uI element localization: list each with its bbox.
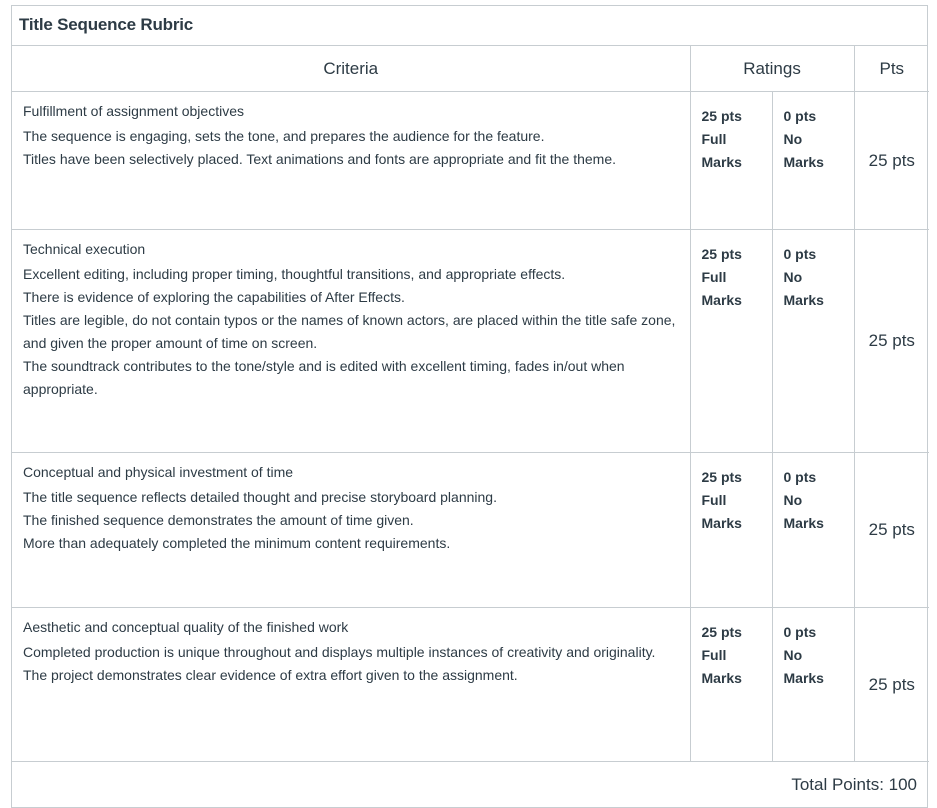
- rating-label: Full: [701, 492, 727, 508]
- criterion-description: [23, 641, 679, 687]
- rating-full-marks[interactable]: [690, 453, 772, 608]
- rating-label: Marks: [701, 154, 742, 170]
- rating-no-marks[interactable]: [772, 92, 854, 230]
- criterion-points: 25 pts: [854, 608, 929, 762]
- criteria-header: Criteria: [12, 46, 690, 92]
- rating-label: Full: [701, 647, 727, 663]
- criterion-row: [12, 230, 929, 453]
- criterion-row: [12, 453, 929, 608]
- rubric-title: Title Sequence Rubric: [12, 6, 927, 46]
- criterion-cell: [12, 230, 690, 453]
- rubric-container: [11, 5, 928, 808]
- criterion-description-line: Titles have been selectively placed. Text animations and fonts are appropriate and fit the theme.: [23, 151, 617, 167]
- criterion-points: 25 pts: [854, 92, 929, 230]
- criterion-description-line: Titles are legible, do not contain typos or the names of known actors, are placed within the title safe zone, and given the proper amount of time on screen.: [23, 312, 676, 351]
- criterion-row: [12, 608, 929, 762]
- rating-full-marks[interactable]: [690, 608, 772, 762]
- criterion-cell: [12, 453, 690, 608]
- rating-label: No: [783, 269, 803, 285]
- criterion-cell: [12, 608, 690, 762]
- criterion-points: 25 pts: [854, 453, 929, 608]
- criterion-description-line: The title sequence reflects detailed thought and precise storyboard planning.: [23, 489, 497, 505]
- rating-label: No: [783, 492, 803, 508]
- criterion-title: Technical execution: [23, 241, 146, 257]
- rating-label: Marks: [701, 670, 742, 686]
- rating-points: 0 pts: [783, 624, 817, 640]
- criterion-description-line: The project demonstrates clear evidence of extra effort given to the assignment.: [23, 667, 518, 683]
- criterion-description-line: The sequence is engaging, sets the tone, and prepares the audience for the feature.: [23, 128, 545, 144]
- criterion-description: [23, 263, 679, 401]
- criterion-description-line: The finished sequence demonstrates the amount of time given.: [23, 512, 414, 528]
- criterion-description-line: More than adequately completed the minimum content requirements.: [23, 535, 451, 551]
- rating-points: 25 pts: [701, 624, 742, 640]
- rubric-footer-row: [12, 762, 929, 808]
- rating-points: 0 pts: [783, 108, 817, 124]
- rating-full-marks[interactable]: [690, 92, 772, 230]
- rating-label: Marks: [783, 670, 824, 686]
- rating-label: Marks: [783, 292, 824, 308]
- rating-points: 25 pts: [701, 246, 742, 262]
- criterion-description: [23, 125, 679, 171]
- criterion-description-line: Excellent editing, including proper timing, thoughtful transitions, and appropriate effects.: [23, 266, 566, 282]
- criterion-row: [12, 92, 929, 230]
- rating-label: No: [783, 131, 803, 147]
- criterion-description-line: There is evidence of exploring the capabilities of After Effects.: [23, 289, 405, 305]
- rating-label: No: [783, 647, 803, 663]
- criterion-description: [23, 486, 679, 555]
- criterion-title: Conceptual and physical investment of time: [23, 464, 294, 480]
- rating-points: 0 pts: [783, 469, 817, 485]
- criterion-points: 25 pts: [854, 230, 929, 453]
- pts-header: Pts: [854, 46, 929, 92]
- criterion-cell: [12, 92, 690, 230]
- rating-no-marks[interactable]: [772, 453, 854, 608]
- rubric-table: [12, 46, 929, 807]
- rating-full-marks[interactable]: [690, 230, 772, 453]
- rating-label: Marks: [783, 515, 824, 531]
- criterion-title: Aesthetic and conceptual quality of the finished work: [23, 619, 349, 635]
- rating-no-marks[interactable]: [772, 608, 854, 762]
- rating-label: Marks: [701, 515, 742, 531]
- criterion-description-line: The soundtrack contributes to the tone/style and is edited with excellent timing, fades in/out when appropriate.: [23, 358, 625, 397]
- rating-points: 25 pts: [701, 469, 742, 485]
- rating-no-marks[interactable]: [772, 230, 854, 453]
- criterion-description-line: Completed production is unique throughout and displays multiple instances of creativity and originality.: [23, 644, 656, 660]
- total-points: Total Points: 100: [12, 762, 929, 808]
- rating-points: 0 pts: [783, 246, 817, 262]
- rating-label: Full: [701, 131, 727, 147]
- rubric-header-row: [12, 46, 929, 92]
- ratings-header: Ratings: [690, 46, 854, 92]
- rating-label: Full: [701, 269, 727, 285]
- rating-label: Marks: [783, 154, 824, 170]
- rating-label: Marks: [701, 292, 742, 308]
- criterion-title: Fulfillment of assignment objectives: [23, 103, 244, 119]
- rating-points: 25 pts: [701, 108, 742, 124]
